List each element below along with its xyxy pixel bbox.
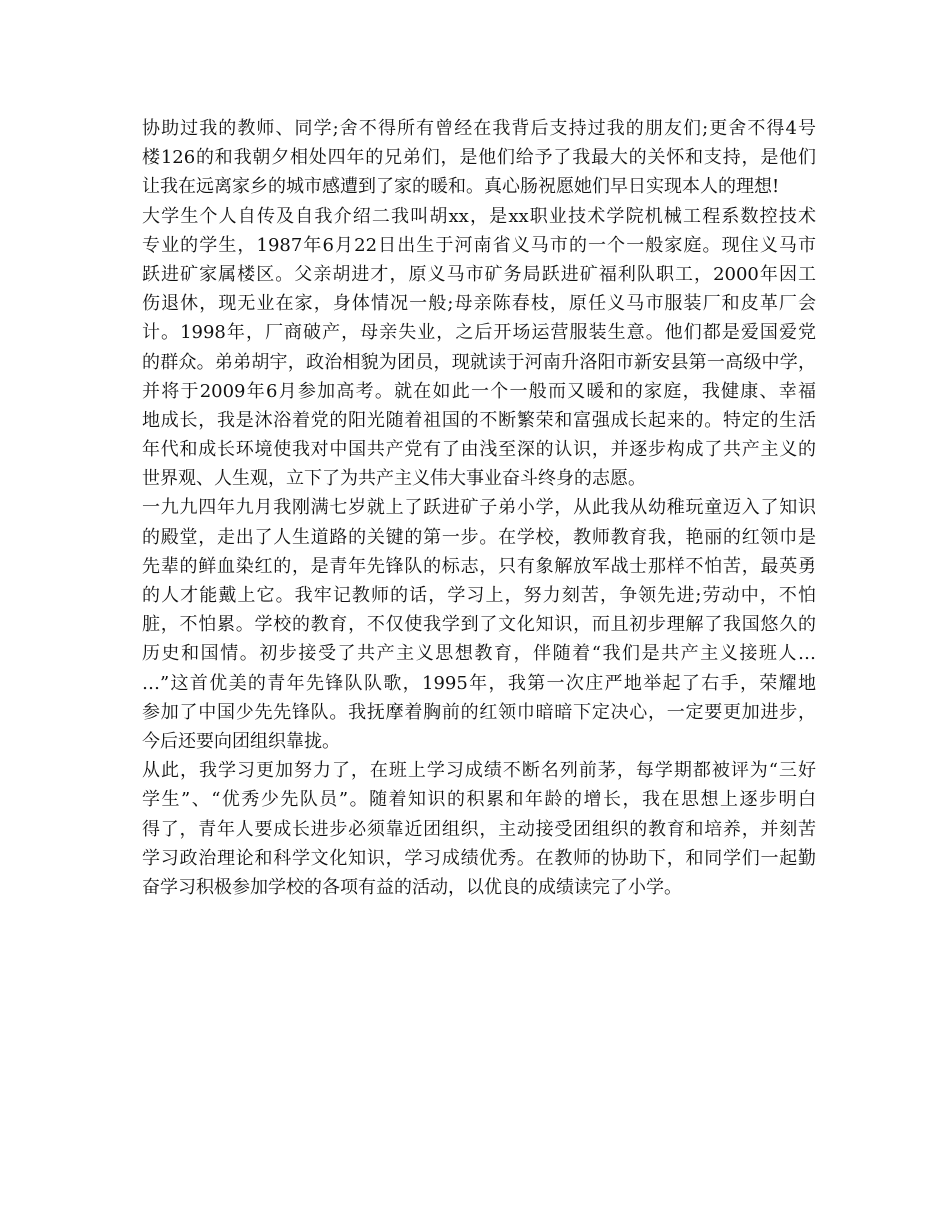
text-line: 伤退休，现无业在家，身体情况一般;母亲陈春枝，原任义马市服装厂和皮革厂会 <box>142 293 816 315</box>
text-line: 并将于2009年6月参加高考。就在如此一个一般而又暖和的家庭，我健康、幸福 <box>142 380 816 402</box>
text-line: 奋学习积极参加学校的各项有益的活动，以优良的成绩读完了小学。 <box>142 876 682 898</box>
text-line: 计。1998年，厂商破产，母亲失业，之后开场运营服装生意。他们都是爱国爱党 <box>142 322 816 344</box>
text-line: 学生”、“优秀少先队员”。随着知识的积累和年龄的增长，我在思想上逐步明白 <box>142 789 816 811</box>
text-line: 的人才能戴上它。我牢记教师的话，学习上，努力刻苦，争领先进;劳动中，不怕 <box>142 585 816 606</box>
text-line: 学习政治理论和科学文化知识，学习成绩优秀。在教师的协助下，和同学们一起勤 <box>142 847 816 869</box>
text-line: 大学生个人自传及自我介绍二我叫胡xx，是xx职业技术学院机械工程系数控技术 <box>142 205 816 227</box>
text-line: 一九九四年九月我刚满七岁就上了跃进矿子弟小学，从此我从幼稚玩童迈入了知识 <box>142 497 816 519</box>
text-line: 今后还要向团组织靠拢。 <box>142 730 340 752</box>
text-line: 专业的学生，1987年6月22日出生于河南省义马市的一个一般家庭。现住义马市 <box>142 234 816 256</box>
document-body <box>142 114 816 902</box>
text-line: 让我在远离家乡的城市感遭到了家的暖和。真心肠祝愿她们早日实现本人的理想! <box>142 176 780 198</box>
text-line: 世界观、人生观，立下了为共产主义伟大事业奋斗终身的志愿。 <box>142 468 646 490</box>
text-line: 楼126的和我朝夕相处四年的兄弟们，是他们给予了我最大的关怀和支持，是他们 <box>142 147 816 169</box>
text-line: 的殿堂，走出了人生道路的关键的第一步。在学校，教师教育我，艳丽的红领巾是 <box>142 526 816 548</box>
text-line: 脏，不怕累。学校的教育，不仅使我学到了文化知识，而且初步理解了我国悠久的 <box>142 614 816 636</box>
text-line: …”这首优美的青年先锋队队歌，1995年，我第一次庄严地举起了右手，荣耀地 <box>142 672 816 694</box>
text-line: 年代和成长环境使我对中国共产党有了由浅至深的认识，并逐步构成了共产主义的 <box>142 439 816 461</box>
text-line: 地成长，我是沐浴着党的阳光随着祖国的不断繁荣和富强成长起来的。特定的生活 <box>142 409 816 431</box>
text-line: 历史和国情。初步接受了共产主义思想教育，伴随着“我们是共产主义接班人… <box>142 643 816 665</box>
text-line: 跃进矿家属楼区。父亲胡进才，原义马市矿务局跃进矿福利队职工，2000年因工 <box>142 263 816 285</box>
text-line: 的群众。弟弟胡宇，政治相貌为团员，现就读于河南升洛阳市新安县第一高级中学， <box>142 351 816 373</box>
text-line: 从此，我学习更加努力了，在班上学习成绩不断名列前茅，每学期都被评为“三好 <box>142 760 816 782</box>
text-line: 协助过我的教师、同学;舍不得所有曾经在我背后支持过我的朋友们;更舍不得4号 <box>142 118 816 139</box>
text-line: 得了，青年人要成长进步必须靠近团组织，主动接受团组织的教育和培养，并刻苦 <box>142 818 816 840</box>
text-line: 先辈的鲜血染红的，是青年先锋队的标志，只有象解放军战士那样不怕苦，最英勇 <box>142 555 816 577</box>
text-line: 参加了中国少先先锋队。我抚摩着胸前的红领巾暗暗下定决心，一定要更加进步， <box>142 701 816 723</box>
